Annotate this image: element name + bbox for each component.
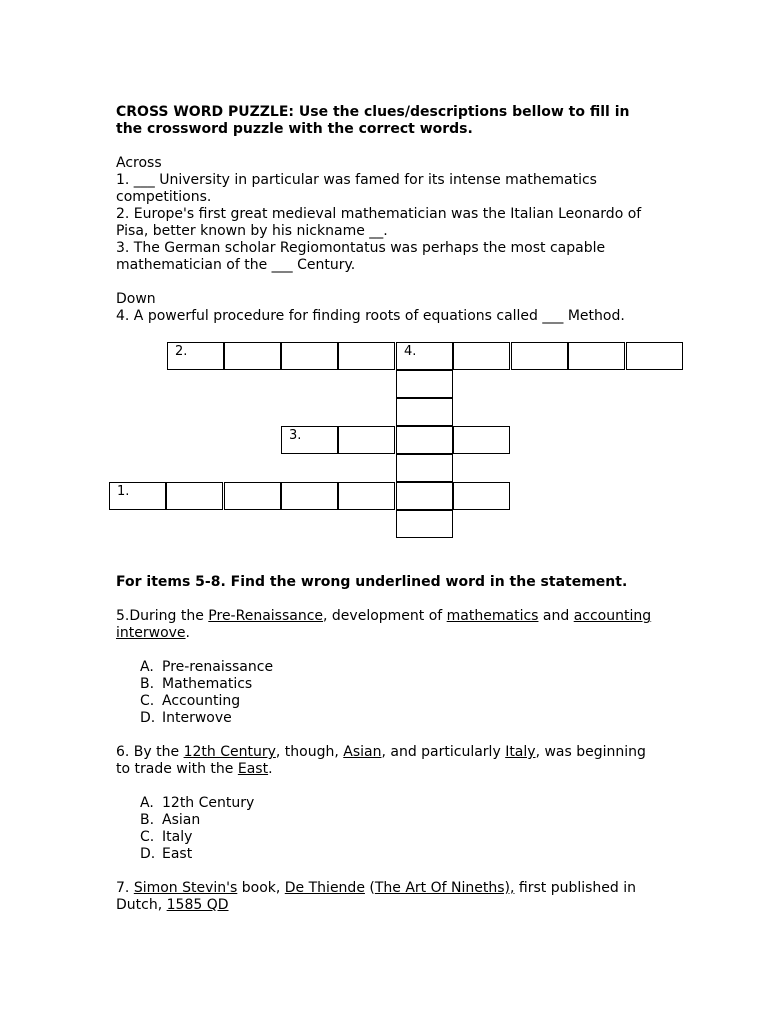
crossword-cell[interactable] [396,370,453,398]
option-letter: D. [140,710,156,726]
q5-underlined-1: Pre-Renaissance [208,608,324,624]
q5-text: 5.During the [116,608,209,624]
across-clue-2: 2. Europe's first great medieval mathematician was the Italian Leonardo of Pisa, better known by his nickname __. [116,206,642,239]
q7-underlined-3: The Art Of Nineths), [374,880,515,896]
crossword-cell[interactable] [568,342,625,370]
q6-underlined-3: Italy [505,744,536,760]
option [140,829,656,846]
down-heading: Down [116,291,156,307]
question-6 [116,744,656,778]
option [140,659,656,676]
crossword-cell[interactable] [281,482,338,510]
q6-underlined-2: Asian [343,744,382,760]
down-clue-4: 4. A powerful procedure for finding roots of equations called ___ Method. [116,308,625,324]
crossword-cell[interactable] [109,482,166,510]
option-text: Mathematics [162,676,253,692]
q5-text: and [538,608,574,624]
crossword-cell[interactable] [396,510,453,538]
option-letter: A. [140,659,154,675]
crossword-cell[interactable] [338,342,395,370]
option-text: 12th Century [162,795,255,811]
section-underlined-words [116,574,656,914]
q7-text: ( [364,880,375,896]
q6-text: . [268,761,273,777]
q7-underlined-1: Simon Stevin's [133,880,238,896]
option-text: Italy [162,829,193,845]
option [140,693,656,710]
crossword-cell[interactable] [453,342,510,370]
option-letter: C. [140,693,155,709]
crossword-cell[interactable] [224,342,281,370]
q5-underlined-4: interwove [116,625,186,641]
crossword-cell[interactable] [338,426,395,454]
option [140,846,656,863]
q6-text: , and particularly [381,744,506,760]
across-clue-1: 1. ___ University in particular was famed for its intense mathematics competitions. [116,172,597,205]
option-letter: C. [140,829,155,845]
q7-text: 7. [116,880,134,896]
q6-text: , though, [275,744,344,760]
across-heading: Across [116,155,162,171]
crossword-cell[interactable] [281,342,338,370]
clue-number-1: 1. [117,484,130,499]
crossword-cell[interactable] [453,482,510,510]
q6-underlined-1: 12th Century [183,744,276,760]
crossword-cell[interactable] [626,342,683,370]
option-text: Asian [162,812,201,828]
crossword-cell[interactable] [166,482,223,510]
option-text: Interwove [162,710,232,726]
q5-underlined-3: accounting [573,608,652,624]
q6-underlined-4: East [237,761,269,777]
option [140,710,656,727]
option-text: Pre-renaissance [162,659,274,675]
clue-number-4: 4. [404,344,417,359]
option [140,795,656,812]
q5-text: , development of [323,608,447,624]
crossword-cell[interactable] [396,342,453,370]
q7-underlined-4: 1585 QD [166,897,229,913]
question-5 [116,608,656,642]
q6-text: , was beginning to trade with the [116,744,646,777]
q5-options [116,659,656,727]
crossword-cell[interactable] [453,426,510,454]
option-text: Accounting [162,693,241,709]
q5-underlined-2: mathematics [446,608,539,624]
section-heading: For items 5-8. Find the wrong underlined word in the statement. [116,574,628,590]
crossword-cell[interactable] [396,398,453,426]
q7-underlined-2: De Thiende [284,880,365,896]
option-text: East [162,846,193,862]
option-letter: A. [140,795,154,811]
q5-text: . [185,625,190,641]
across-clue-3: 3. The German scholar Regiomontatus was perhaps the most capable mathematician of the ___ Century. [116,240,606,273]
q7-text: book, [237,880,285,896]
option-letter: D. [140,846,156,862]
option [140,812,656,829]
clue-number-3: 3. [289,428,302,443]
clue-number-2: 2. [175,344,188,359]
question-7 [116,880,656,914]
q6-options [116,795,656,863]
crossword-cell[interactable] [281,426,338,454]
crossword-cell[interactable] [396,454,453,482]
option [140,676,656,693]
crossword-cell[interactable] [396,426,453,454]
crossword-cell[interactable] [511,342,568,370]
crossword-cell[interactable] [396,482,453,510]
crossword-cell[interactable] [338,482,395,510]
q7-text: first published in Dutch, [116,880,637,913]
crossword-cell[interactable] [224,482,281,510]
document-body [116,104,656,325]
instructions-title: CROSS WORD PUZZLE: Use the clues/descriptions bellow to fill in the crossword puzzle with the correct words. [116,104,630,137]
q6-text: 6. By the [116,744,184,760]
option-letter: B. [140,812,155,828]
option-letter: B. [140,676,155,692]
crossword-cell[interactable] [167,342,224,370]
